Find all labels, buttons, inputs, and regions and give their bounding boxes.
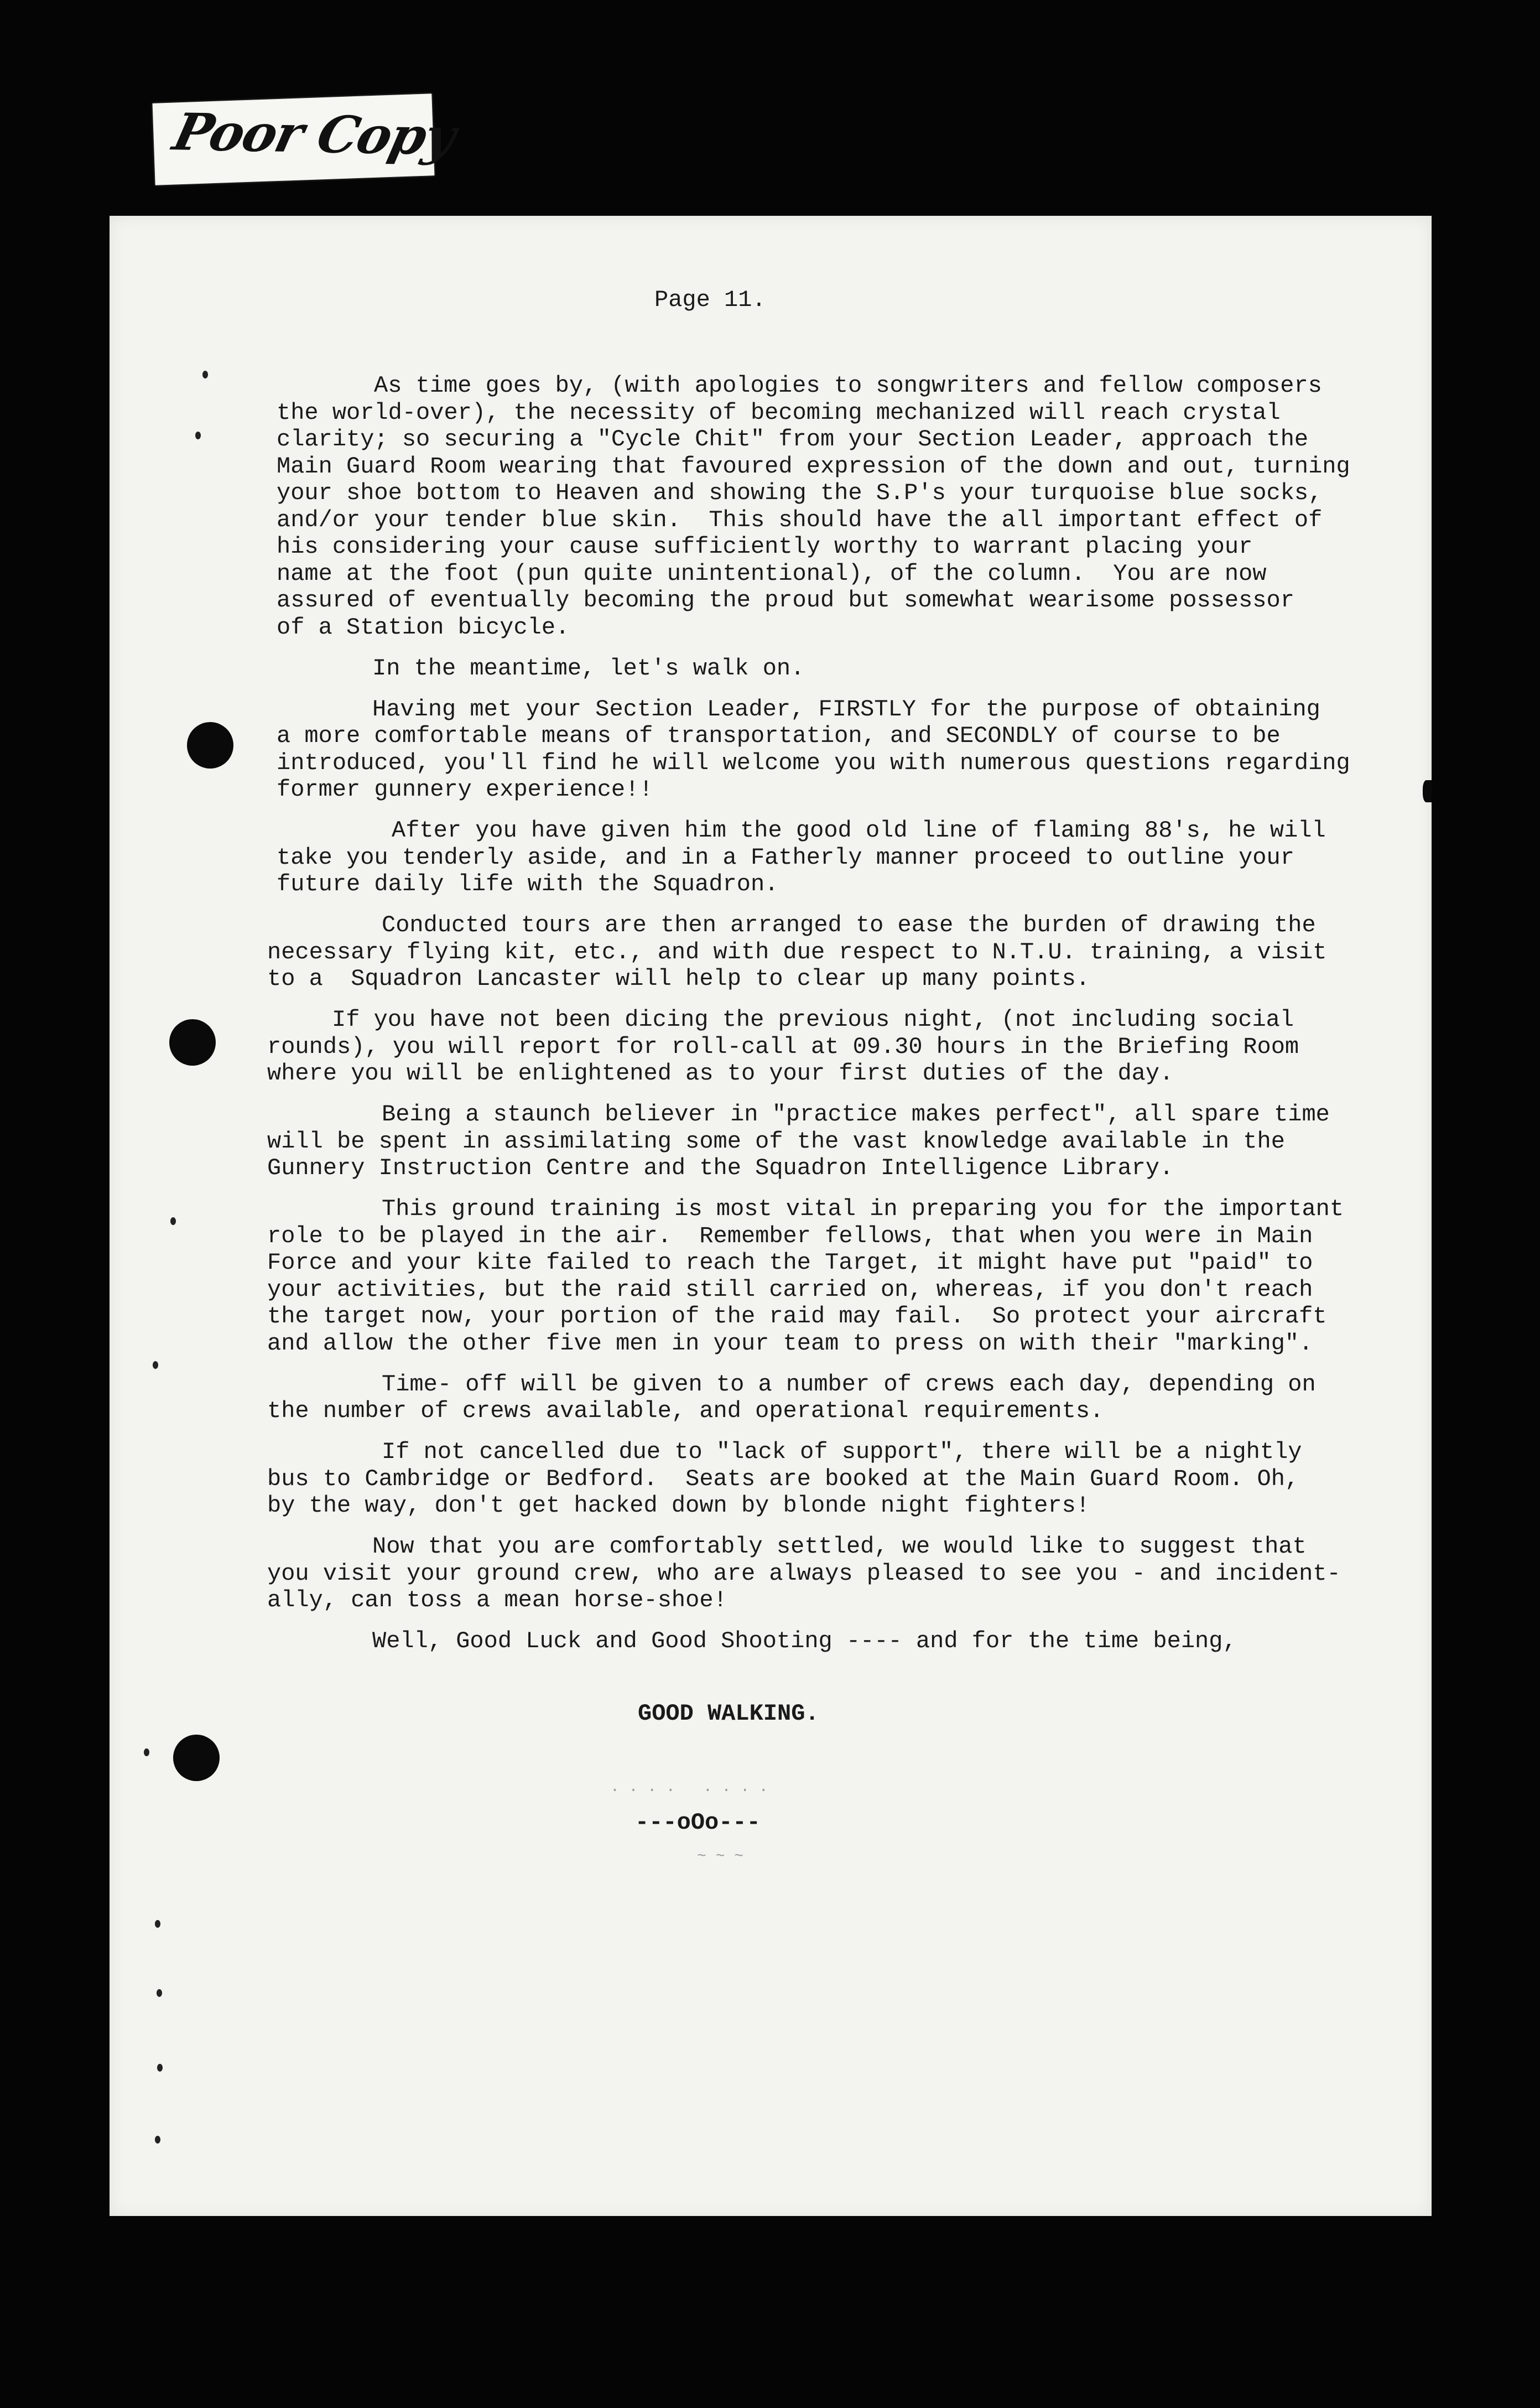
page-edge-mark [1423,780,1432,802]
text-line: name at the foot (pun quite unintentional), of the column. You are now [277,561,1267,587]
speck [155,1920,160,1928]
text-line: Gunnery Instruction Centre and the Squadron Intelligence Library. [267,1155,1174,1181]
text-line: necessary flying kit, etc., and with due respect to N.T.U. training, a visit [267,939,1327,966]
closing-line: GOOD WALKING. [638,1700,819,1727]
text-line: Well, Good Luck and Good Shooting ---- and for the time being, [372,1628,1237,1654]
text-line: your activities, but the raid still carried on, whereas, if you don't reach [267,1276,1313,1303]
text-line: If not cancelled due to "lack of support", there will be a nightly [382,1439,1302,1465]
text-line: a more comfortable means of transportation, and SECONDLY of course to be [277,723,1281,749]
text-line: role to be played in the air. Remember fellows, that when you were in Main [267,1223,1313,1249]
punch-hole [169,1019,216,1066]
text-line: former gunnery experience!! [277,776,653,803]
speck [195,432,201,439]
text-line: and/or your tender blue skin. This should have the all important effect of [277,507,1323,533]
punch-hole [173,1735,220,1781]
page-number: Page 11. [654,287,766,313]
speck [170,1217,176,1225]
text-line: Conducted tours are then arranged to ease the burden of drawing the [382,912,1316,938]
speck [157,2064,163,2072]
text-line: you visit your ground crew, who are always pleased to see you - and incident- [267,1560,1341,1587]
text-line: and allow the other five men in your team to press on with their "marking". [267,1330,1313,1357]
text-line: the target now, your portion of the raid may fail. So protect your aircraft [267,1303,1327,1330]
text-line: As time goes by, (with apologies to songwriters and fellow composers [374,372,1322,399]
separator: ---oOo--- [635,1809,761,1836]
text-line: Now that you are comfortably settled, we would like to suggest that [372,1533,1307,1560]
text-line: Having met your Section Leader, FIRSTLY for the purpose of obtaining [372,696,1320,723]
speck [157,1989,162,1997]
text-line: assured of eventually becoming the proud but somewhat wearisome possessor [277,587,1294,614]
text-line: After you have given him the good old line of flaming 88's, he will [392,817,1326,844]
text-line: ally, can toss a mean horse-shoe! [267,1587,727,1613]
text-line: his considering your cause sufficiently worthy to warrant placing your [277,533,1253,560]
speck [155,2136,160,2144]
text-line: rounds), you will report for roll-call at 09.30 hours in the Briefing Room [267,1034,1299,1060]
text-line: where you will be enlightened as to your first duties of the day. [267,1060,1174,1087]
text-line: Time- off will be given to a number of crews each day, depending on [382,1371,1316,1398]
text-line: clarity; so securing a "Cycle Chit" from your Section Leader, approach the [277,426,1309,453]
typed-page [110,216,1432,2216]
faint-marks: ~ ~ ~ [697,1848,744,1865]
speck [153,1361,158,1369]
text-line: the number of crews available, and operational requirements. [267,1398,1104,1424]
text-line: to a Squadron Lancaster will help to clear up many points. [267,966,1090,992]
text-line: take you tenderly aside, and in a Fatherly manner proceed to outline your [277,844,1294,871]
text-line: Main Guard Room wearing that favoured expression of the down and out, turning [277,453,1350,480]
speck [144,1748,149,1756]
punch-hole [187,722,233,769]
text-line: In the meantime, let's walk on. [372,655,805,682]
text-line: of a Station bicycle. [277,614,570,641]
poor-copy-label [153,94,461,185]
text-line: by the way, don't get hacked down by blonde night fighters! [267,1492,1090,1519]
faint-marks: . . . . . . . . [610,1779,768,1796]
text-line: This ground training is most vital in preparing you for the important [382,1196,1344,1222]
text-line: bus to Cambridge or Bedford. Seats are booked at the Main Guard Room. Oh, [267,1466,1299,1492]
text-line: your shoe bottom to Heaven and showing the S.P's your turquoise blue socks, [277,480,1323,506]
text-line: future daily life with the Squadron. [277,871,779,897]
text-line: the world-over), the necessity of becoming mechanized will reach crystal [277,399,1281,426]
poor-copy-text: Poor Copy [168,102,461,167]
text-line: introduced, you'll find he will welcome you with numerous questions regarding [277,750,1350,776]
speck [202,371,208,378]
text-line: will be spent in assimilating some of the vast knowledge available in the [267,1128,1285,1155]
text-line: Force and your kite failed to reach the Target, it might have put "paid" to [267,1249,1313,1276]
text-line: If you have not been dicing the previous night, (not including social [332,1006,1294,1033]
text-line: Being a staunch believer in "practice makes perfect", all spare time [382,1101,1330,1128]
